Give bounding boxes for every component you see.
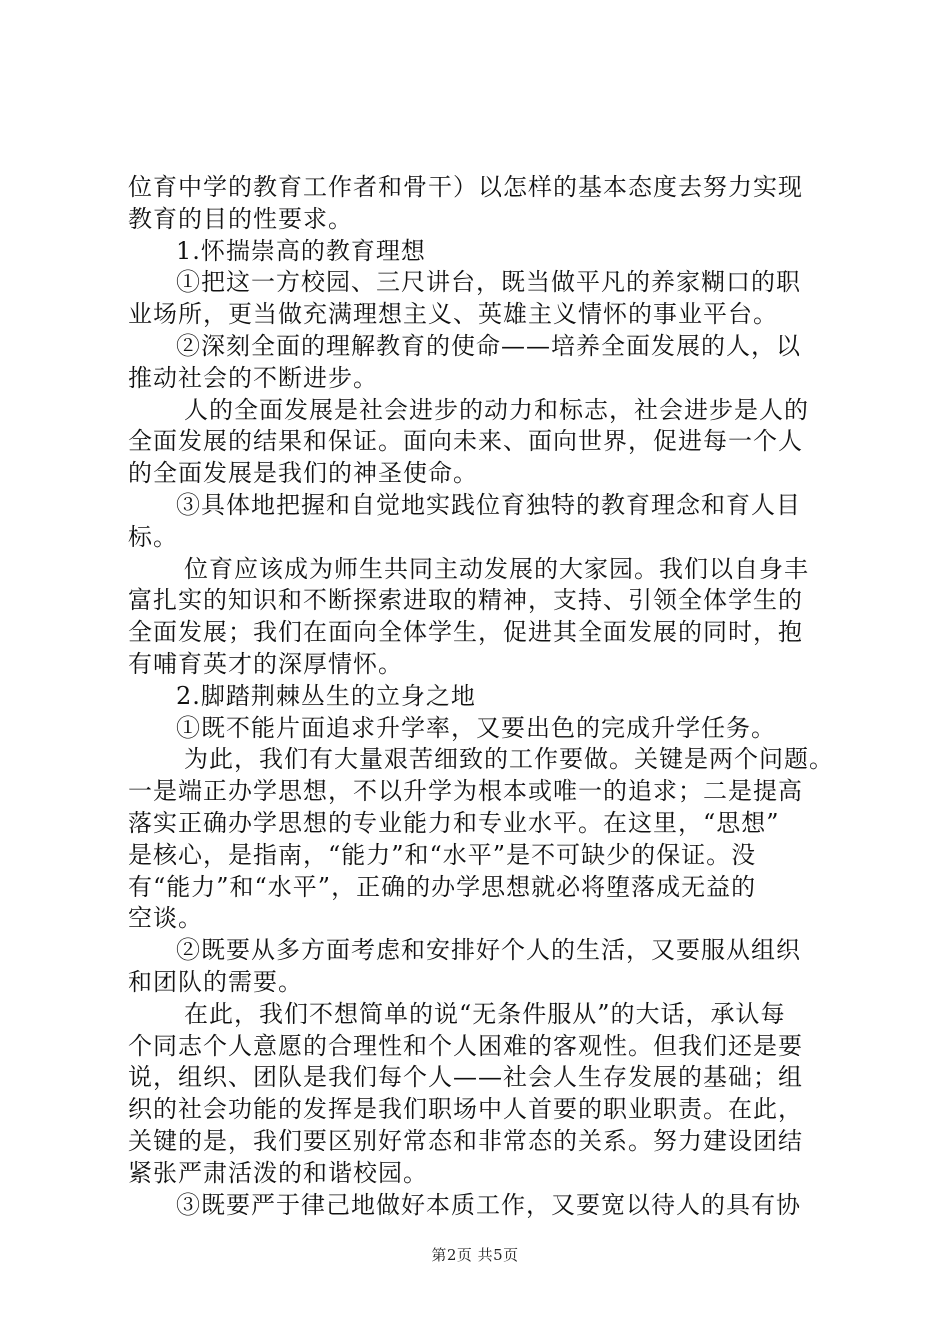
text-line: 落实正确办学思想的专业能力和专业水平。在这里，“思想” (128, 808, 780, 837)
text-line: 业场所，更当做充满理想主义、英雄主义情怀的事业平台。 (128, 300, 778, 329)
text-line: 有哺育英才的深厚情怀。 (128, 649, 403, 678)
text-line: 标。 (128, 522, 178, 551)
section-heading: 2.脚踏荆棘丛生的立身之地 (176, 681, 476, 710)
section-heading: 1.怀揣崇高的教育理想 (176, 236, 426, 265)
text-line: 教育的目的性要求。 (128, 204, 353, 233)
text-line: ③具体地把握和自觉地实践位育独特的教育理念和育人目 (176, 490, 801, 519)
text-line: 全面发展的结果和保证。面向未来、面向世界，促进每一个人 (128, 427, 803, 456)
text-line: 织的社会功能的发挥是我们职场中人首要的职业职责。在此， (128, 1095, 803, 1124)
document-body (128, 172, 838, 1221)
text-line: ②深刻全面的理解教育的使命——培养全面发展的人，以 (176, 331, 801, 360)
text-line: ②既要从多方面考虑和安排好个人的生活，又要服从组织 (176, 936, 801, 965)
text-line: 是核心，是指南，“能力”和“水平”是不可缺少的保证。没 (128, 840, 757, 869)
text-line: 的全面发展是我们的神圣使命。 (128, 459, 478, 488)
text-line: 关键的是，我们要区别好常态和非常态的关系。努力建设团结 (128, 1126, 803, 1155)
text-line: 全面发展；我们在面向全体学生，促进其全面发展的同时，抱 (128, 618, 803, 647)
text-line: 人的全面发展是社会进步的动力和标志，社会进步是人的 (184, 395, 809, 424)
text-line: 为此，我们有大量艰苦细致的工作要做。关键是两个问题。 (184, 745, 834, 774)
text-line: 个同志个人意愿的合理性和个人困难的客观性。但我们还是要 (128, 1031, 803, 1060)
text-line: 富扎实的知识和不断探索进取的精神，支持、引领全体学生的 (128, 586, 803, 615)
text-line: 有“能力”和“水平”，正确的办学思想就必将堕落成无益的 (128, 872, 757, 901)
text-line: 位育中学的教育工作者和骨干）以怎样的基本态度去努力实现 (128, 173, 803, 201)
text-line: 空谈。 (128, 904, 203, 933)
text-line: ①把这一方校园、三尺讲台，既当做平凡的养家糊口的职 (176, 268, 801, 297)
text-line: 位育应该成为师生共同主动发展的大家园。我们以自身丰 (184, 554, 809, 583)
page-number-footer: 第2页 共5页 (431, 1246, 519, 1264)
text-line: 说，组织、团队是我们每个人——社会人生存发展的基础；组 (128, 1063, 803, 1092)
text-line: 一是端正办学思想，不以升学为根本或唯一的追求；二是提高 (128, 777, 803, 806)
text-line: 和团队的需要。 (128, 967, 303, 996)
text-line: 在此，我们不想简单的说“无条件服从”的大话，承认每 (184, 999, 786, 1028)
text-line: 紧张严肃活泼的和谐校园。 (128, 1158, 428, 1187)
text-line: ①既不能片面追求升学率，又要出色的完成升学任务。 (176, 713, 776, 742)
text-line: 推动社会的不断进步。 (128, 363, 378, 392)
text-line: ③既要严于律己地做好本质工作，又要宽以待人的具有协 (176, 1190, 801, 1219)
